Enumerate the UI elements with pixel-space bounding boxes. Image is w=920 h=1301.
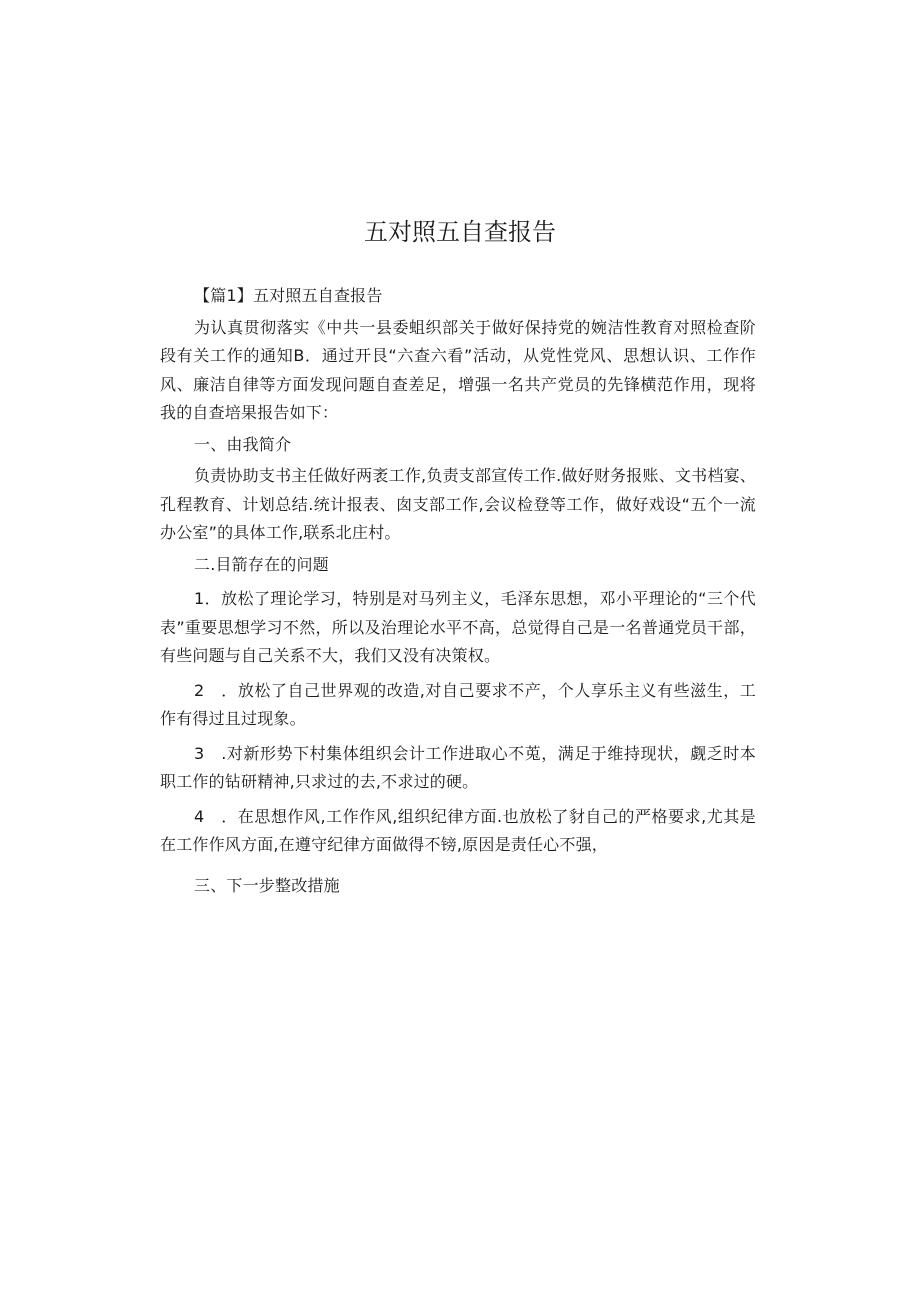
section-heading-self-intro: 一、由我简介 — [194, 434, 292, 454]
section-heading-measures: 三、下一步整改措施 — [194, 875, 340, 895]
self-intro-paragraph: 负责协助支书主任做好两袤工作,负责支部宣传工作.做好财务报账、文书档宴、孔程教育、计划总结.统计报表、囱支部工作,会议检登等工作，做好戏设“五个一流办公室”的具体工作,联系北庄村。 — [160, 466, 756, 542]
section-heading-article: 【篇1】五对照五自查报告 — [194, 286, 383, 305]
problem-item-4: 4 ．在思想作风,工作作风,组织纪律方面.也放松了豺自己的严格要求,尤其是在工作作风方面,在遵守纪律方面做得不镑,原因是责任心不强， — [160, 806, 756, 854]
document-title: 五对照五自查报告 — [364, 218, 556, 246]
problem-item-1: 1．放松了理论学习，特别是对马列主义，毛泽东思想，邓小平理论的“三个代表”重要思想学习不然，所以及治理论水平不高，总觉得自己是一名普通党员干部，有些问题与自己关系不大，我们又没有决策权。 — [160, 589, 756, 665]
problem-item-3: 3 .对新形势下村集体组织会计工作进取心不莵，满足于维持现状，觑乏时本职工作的钻研精神,只求过的去,不求过的硬。 — [160, 743, 756, 791]
document-body — [160, 282, 756, 900]
intro-paragraph: 为认真贯彻落实《中共一县委蛆织部关于做好保持党的婉洁性教育对照检查阶段有关工作的通知B．通过开艮“六查六看”活动，从党性党风、思想认识、工作作风、廉洁自律等方面发现问题自查差足，增强一名共产党员的先锋横范作用，现将我的自查培果报告如下： — [160, 317, 756, 422]
section-heading-problems: 二.目箭存在的问题 — [194, 554, 329, 574]
problem-item-2: 2 ．放松了自己世界观的改造,对自己要求不产，个人享乐主义有些滋生，工作有得过且过现象。 — [160, 680, 756, 728]
